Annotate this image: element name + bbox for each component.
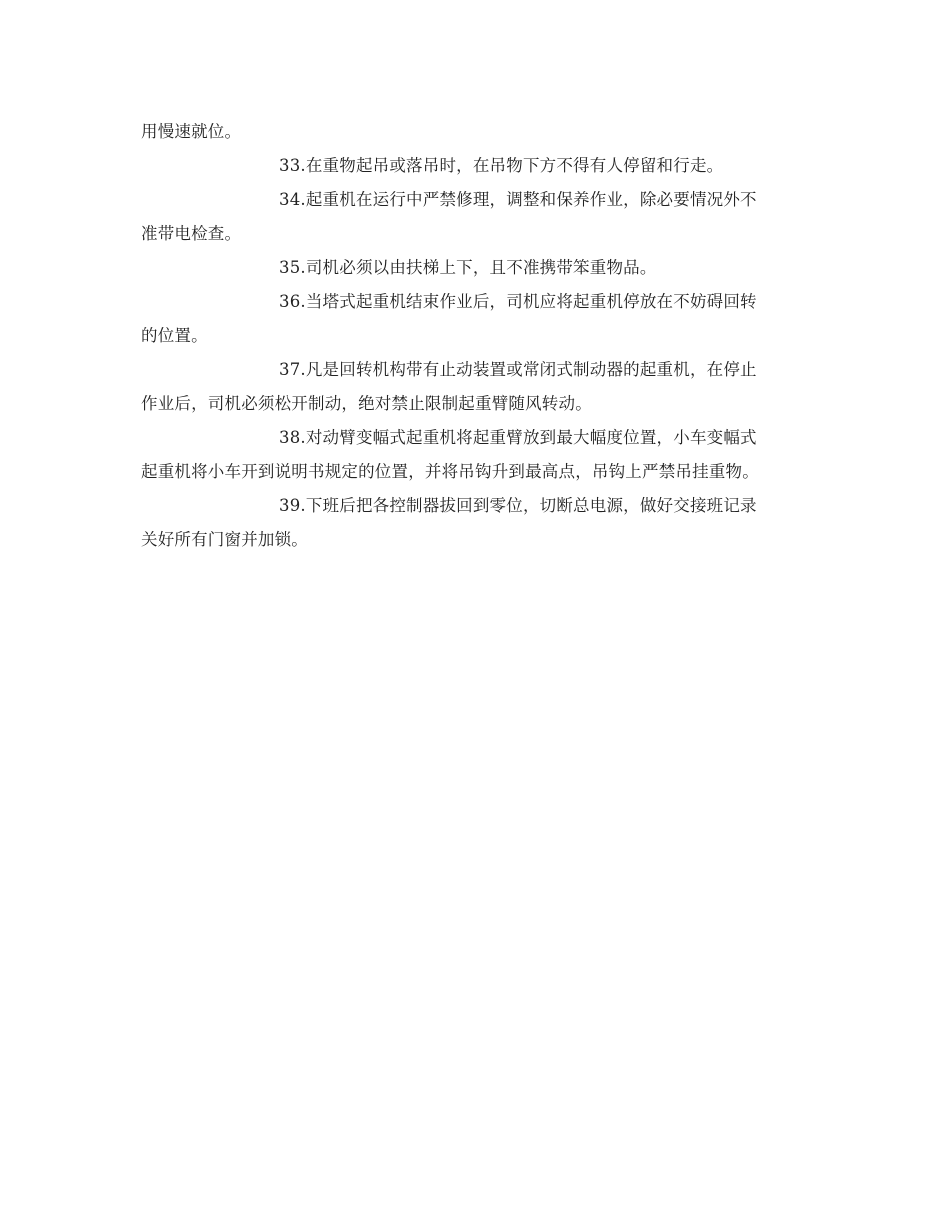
document-body [141, 115, 821, 557]
text-line: 准带电检查。 [141, 224, 242, 243]
text-line: 37.凡是回转机构带有止动装置或常闭式制动器的起重机，在停止 [279, 360, 757, 379]
text-line: 作业后，司机必须松开制动，绝对禁止限制起重臂随风转动。 [141, 394, 592, 413]
text-line: 的位置。 [141, 326, 208, 345]
text-line: 38.对动臂变幅式起重机将起重臂放到最大幅度位置，小车变幅式 [279, 428, 757, 447]
text-line: 36.当塔式起重机结束作业后，司机应将起重机停放在不妨碍回转 [279, 292, 757, 311]
text-line: 33.在重物起吊或落吊时，在吊物下方不得有人停留和行走。 [279, 156, 724, 175]
text-line: 34.起重机在运行中严禁修理，调整和保养作业，除必要情况外不 [279, 190, 757, 209]
text-line: 关好所有门窗并加锁。 [141, 530, 308, 549]
text-line: 用慢速就位。 [141, 122, 242, 141]
text-line: 39.下班后把各控制器拔回到零位，切断总电源，做好交接班记录 [279, 496, 757, 515]
text-line: 35.司机必须以由扶梯上下，且不准携带笨重物品。 [279, 258, 657, 277]
text-line: 起重机将小车开到说明书规定的位置，并将吊钩升到最高点，吊钩上严禁吊挂重物。 [141, 462, 759, 481]
